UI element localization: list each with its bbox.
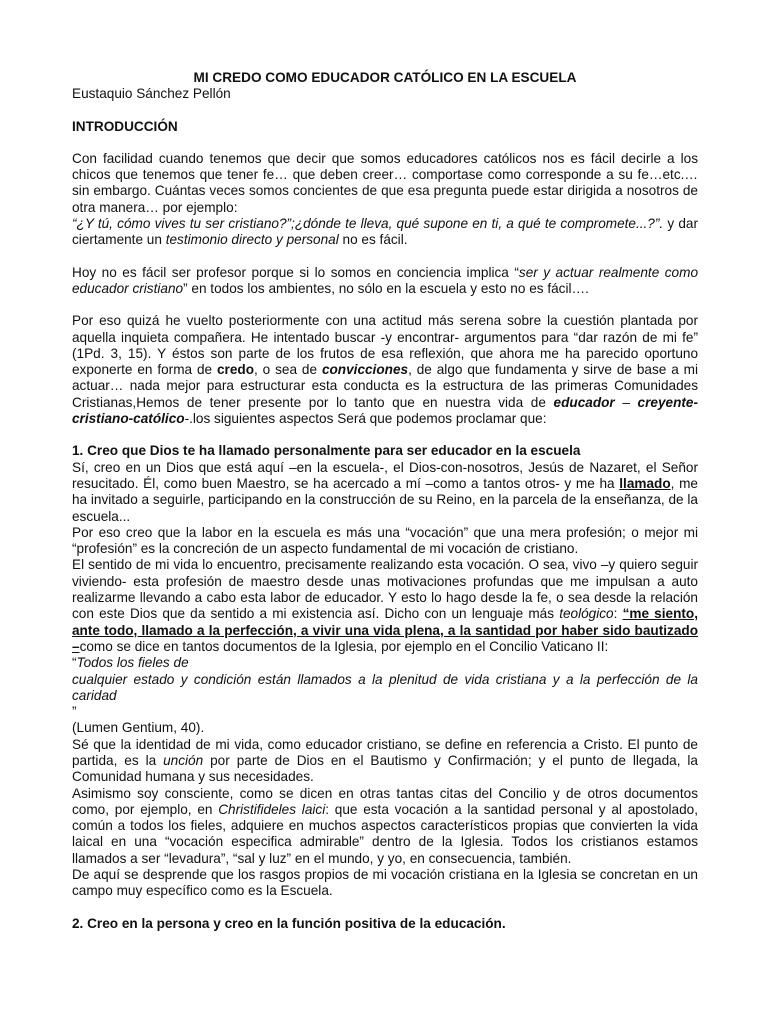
s5-text-a: Asimismo soy consciente, como se dicen en otras tantas citas del Concilio y de otros documentos como, por ejemplo, en xyxy=(72,785,698,817)
quote-line-2: cualquier estado y condición están llamados a la plenitud de vida cristiana y a la perfección de la caridad xyxy=(72,671,698,703)
quote-line-1: Todos los fieles de xyxy=(76,655,189,671)
paragraph-1 xyxy=(72,151,698,249)
s5-christifideles: Christifideles laici xyxy=(218,801,326,817)
p3-creyente: creyente-cristiano-católico xyxy=(72,394,698,427)
section-1-para-6: De aquí se desprende que los rasgos propios de mi vocación cristiana en la Iglesia se concretan en un campo muy específico como es la Escuela. xyxy=(72,867,698,899)
s4-uncion: unción xyxy=(163,752,204,768)
p3-convicciones: convicciones xyxy=(321,362,409,378)
s3-colon: : xyxy=(613,606,623,622)
s3-text-e: como se dice en tantos documentos de la Iglesia, por ejemplo en el Concilio Vaticano II: xyxy=(79,638,609,654)
p3-text-e: , de algo que fundamenta y sirve de base a mi actuar… nada mejor para estructurar esta conducta es la estructura de las primeras Comunidades Cristianas,Hemos de tener presente por lo tanto que en nuestra vida de xyxy=(72,362,698,410)
s3-text-a: El sentido de mi vida lo encuentro, precisamente realizando esta vocación. O sea, vivo –y quiero seguir viviendo- esta profesión de maestro desde unas motivaciones profundas que me impulsan a auto realizarme llevando a cabo esta labor de educador. Y esto lo hago desde la fe, o sea desde la relación con este Dios que da sentido a mi existencia así. Dicho con un lenguaje más xyxy=(72,557,698,622)
quote-citation: (Lumen Gentium, 40). xyxy=(72,720,205,736)
p3-text-c: , o sea de xyxy=(254,362,322,378)
p2-emphasis: ser y actuar realmente como educador cristiano xyxy=(72,264,698,296)
document-title: MI CREDO COMO EDUCADOR CATÓLICO EN LA ESCUELA xyxy=(193,70,577,85)
p1-text: Con facilidad cuando tenemos que decir que somos educadores católicos nos es fácil decirle a los chicos que tenemos que tener fe… que deben creer… comportase como corresponde a su fe…etc.… sin embargo. Cuántas veces somos concientes de que esa pregunta puede estar dirigida a nosotros de otra manera… por ejemplo: xyxy=(72,150,698,215)
p1-quote: “¿Y tú, cómo vives tu ser cristiano?”;¿dónde te lleva, qué supone en ti, a qué te compromete...?”. xyxy=(72,216,664,232)
s3-emphasis: “me siento, ante todo, llamado a la perfección, a vivir una vida plena, a la santidad por haber sido bautizado – xyxy=(72,606,698,654)
section-2-heading: 2. Creo en la persona y creo en la función positiva de la educación. xyxy=(72,915,506,931)
s1-text-a: Sí, creo en un Dios que está aquí –en la escuela-, el Dios-con-nosotros, Jesús de Nazaret, el Señor resucitado. Él, como buen Maestro, se ha acercado a mí –como a tantos otros- y me ha xyxy=(72,459,698,491)
s1-text-c: , me ha invitado a seguirle, participando en la construcción de su Reino, en la parcela de la enseñanza, de la escuela... xyxy=(72,475,698,524)
section-1-para-4 xyxy=(72,737,698,786)
section-1-para-5 xyxy=(72,786,698,867)
section-1-para-1 xyxy=(72,460,698,525)
s4-text-c: por parte de Dios en el Bautismo y Confirmación; y el punto de llegada, la Comunidad humana y sus necesidades. xyxy=(72,752,698,785)
p1-text-b: y dar ciertamente un xyxy=(72,216,699,248)
paragraph-3 xyxy=(72,313,698,427)
s1-llamado: llamado xyxy=(619,475,671,491)
section-1-para-2: Por eso creo que la labor en la escuela es más una “vocación” que una mera profesión; o mejor mi “profesión” es la concreción de un aspecto fundamental de mi vocación de cristiano. xyxy=(72,524,698,557)
p2-text-a: Hoy no es fácil ser profesor porque si lo somos en conciencia implica “ xyxy=(72,264,519,280)
quote-close: ” xyxy=(72,704,77,720)
s5-text-c: : que esta vocación a la santidad personal y al apostolado, común a todos los fieles, adquiere en muchos aspectos característicos propias que convierten la vida laical en una “vocación especifica admirable” dentro de la Iglesia. Todos los cristianos estamos llamados a ser “levadura”, “sal y luz” en el mundo, y yo, en consecuencia, también. xyxy=(72,801,698,866)
p1-emphasis: testimonio directo y personal xyxy=(165,232,339,248)
p3-text-g: – xyxy=(614,394,638,410)
paragraph-2 xyxy=(72,265,698,298)
p3-text-a: Por eso quizá he vuelto posteriormente con una actitud más serena sobre la cuestión plantada por aquella inquieta compañera. He intentado buscar -y encontrar- argumentos para “dar razón de mi fe” (1Pd. 3, 15). Y éstos son parte de los frutos de esa reflexión, que ahora me ha parecido oportuno exponerte en forma de xyxy=(72,313,698,378)
quote-open: “ xyxy=(72,655,77,671)
intro-heading: INTRODUCCIÓN xyxy=(72,118,178,134)
s4-text-a: Sé que la identidad de mi vida, como educador cristiano, se define en referencia a Cristo. El punto de partida, es la xyxy=(72,736,698,768)
document-page xyxy=(72,70,698,932)
p3-educador: educador xyxy=(553,394,615,410)
section-1-heading: 1. Creo que Dios te ha llamado personalmente para ser educador en la escuela xyxy=(72,443,581,459)
p3-text-i: -.los siguientes aspectos Será que podemos proclamar que: xyxy=(184,411,547,427)
council-quote xyxy=(72,655,698,720)
p1-text-d: no es fácil. xyxy=(338,232,408,248)
p2-text-c: ” en todos los ambientes, no sólo en la escuela y esto no es fácil…. xyxy=(183,280,589,296)
author-name: Eustaquio Sánchez Pellón xyxy=(72,86,231,102)
s3-teologico: teológico xyxy=(559,606,614,622)
section-1-para-3 xyxy=(72,557,698,655)
p3-credo: credo xyxy=(216,362,255,378)
